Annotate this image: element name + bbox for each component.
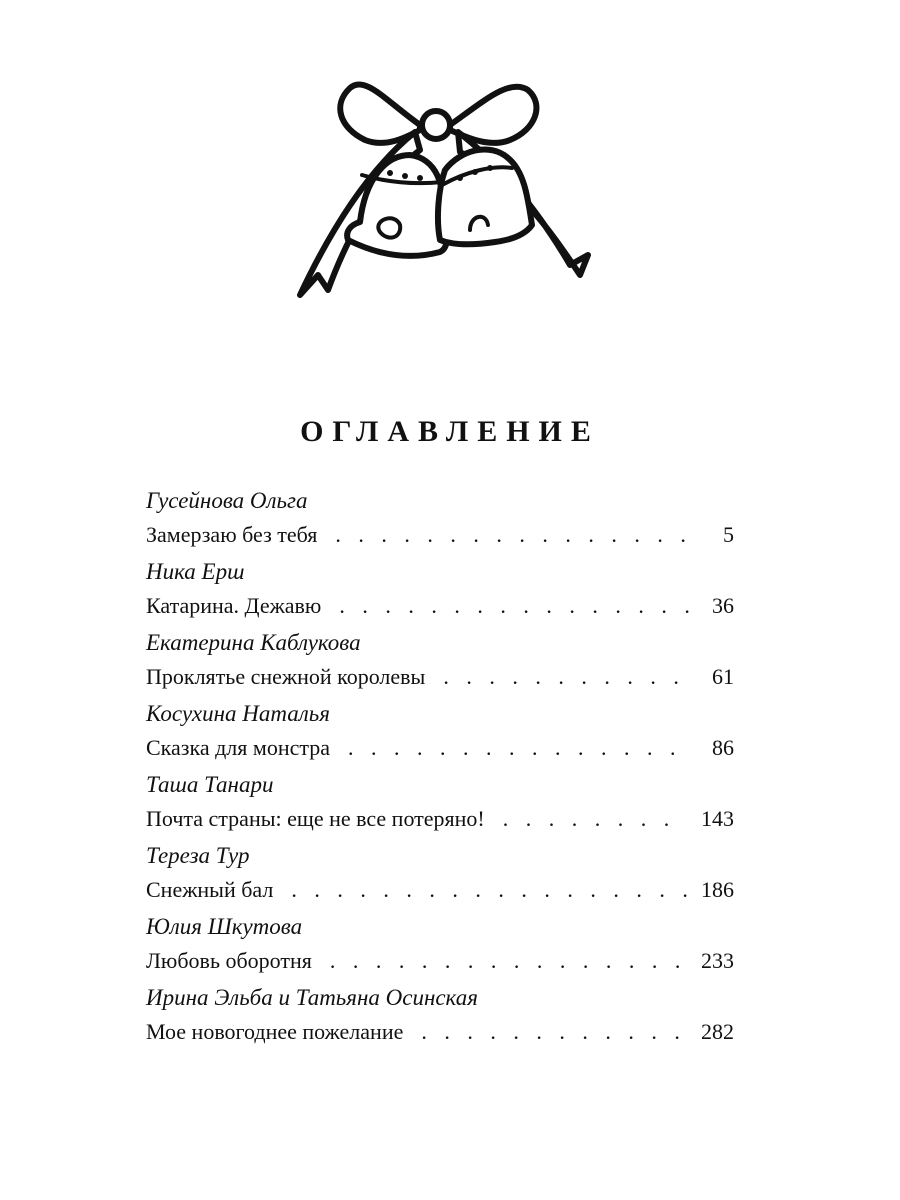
page-title: ОГЛАВЛЕНИЕ (300, 415, 600, 448)
entry-line[interactable] (146, 873, 734, 907)
entry-line[interactable] (146, 944, 734, 978)
leader-dots (335, 518, 690, 552)
entry-author: Ирина Эльба и Татьяна Осинская (146, 985, 478, 1010)
entry-title: Сказка для монстра (146, 735, 331, 760)
entry-page-number: 36 (712, 593, 734, 618)
leader-dots (443, 660, 690, 694)
leader-dots (348, 731, 690, 765)
entry-title: Снежный бал (146, 877, 274, 902)
leader-dots (503, 802, 687, 836)
toc-entry (146, 839, 734, 910)
entry-title: Катарина. Дежавю (146, 593, 322, 618)
entry-author: Екатерина Каблукова (146, 630, 361, 655)
entry-page-number: 86 (712, 735, 734, 760)
toc-entry (146, 768, 734, 839)
entry-title: Проклятье снежной королевы (146, 664, 426, 689)
leader-dots (330, 944, 687, 978)
toc-entry (146, 697, 734, 768)
leader-dots (291, 873, 687, 907)
toc-entry (146, 910, 734, 981)
toc-entry (146, 626, 734, 697)
entry-page-number: 233 (701, 948, 734, 973)
entry-page-number: 143 (701, 806, 734, 831)
entry-line[interactable] (146, 518, 734, 552)
entry-title: Почта страны: еще не все потеряно! (146, 806, 485, 831)
entry-title: Любовь оборотня (146, 948, 312, 973)
leader-dots (421, 1015, 687, 1049)
entry-line[interactable] (146, 660, 734, 694)
entry-author: Таша Танари (146, 772, 274, 797)
entry-line[interactable] (146, 589, 734, 623)
entry-page-number: 282 (701, 1019, 734, 1044)
entry-author: Юлия Шкутова (146, 914, 303, 939)
toc-entry (146, 981, 734, 1052)
christmas-bells-icon (270, 60, 630, 310)
entry-page-number: 186 (701, 877, 734, 902)
toc-entry (146, 484, 734, 555)
entry-title: Мое новогоднее пожелание (146, 1019, 404, 1044)
entry-author: Гусейнова Ольга (146, 488, 308, 513)
entry-author: Ника Ерш (146, 559, 245, 584)
entry-title: Замерзаю без тебя (146, 522, 318, 547)
entry-line[interactable] (146, 731, 734, 765)
leader-dots (339, 589, 690, 623)
entry-line[interactable] (146, 802, 734, 836)
entry-author: Косухина Наталья (146, 701, 330, 726)
entry-page-number: 5 (723, 522, 734, 547)
entry-page-number: 61 (712, 664, 734, 689)
entry-line[interactable] (146, 1015, 734, 1049)
entry-author: Тереза Тур (146, 843, 250, 868)
table-of-contents (146, 484, 734, 1052)
toc-entry (146, 555, 734, 626)
